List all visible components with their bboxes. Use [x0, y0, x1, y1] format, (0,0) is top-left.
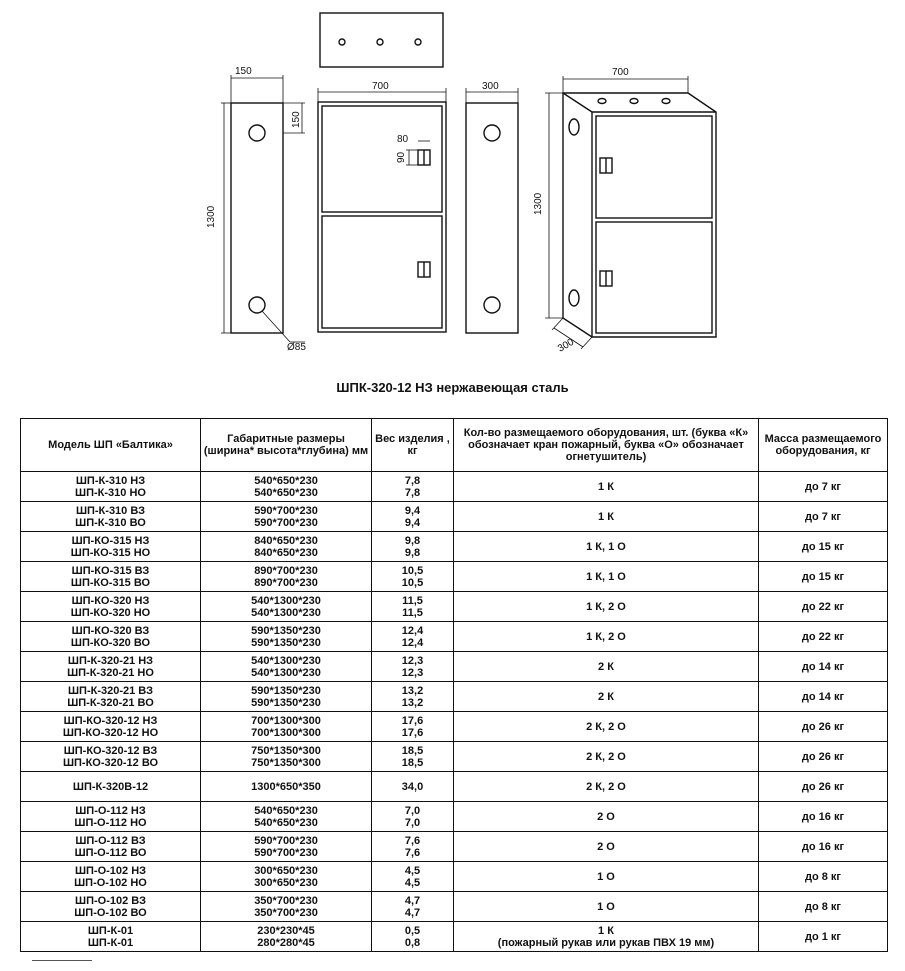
- cell-dimensions: [201, 652, 372, 682]
- cell-equipment: [454, 712, 759, 742]
- cell-dimensions: [201, 622, 372, 652]
- cell-weight-line: 13,2: [401, 696, 424, 709]
- cell-dimensions: [201, 802, 372, 832]
- cell-model-line: ШП-КО-315 НО: [70, 546, 151, 559]
- cell-model-line: ШП-К-310 ВО: [75, 516, 146, 529]
- cell-weight-line: 4,5: [404, 876, 421, 889]
- header-equipment: Кол-во размещаемого оборудования, шт. (буква «К» обозначает кран пожарный, буква «О» обозначает огнетушитель): [454, 419, 759, 472]
- table-row: [21, 652, 888, 682]
- dim-lock-height: 90: [396, 151, 407, 163]
- cell-model: [21, 652, 201, 682]
- table-row: [21, 472, 888, 502]
- cell-dimensions-line: 840*650*230: [254, 546, 318, 559]
- cell-weight-line: 11,5: [402, 606, 423, 619]
- technical-drawing: [0, 0, 905, 375]
- cell-model-line: ШП-КО-320-12 ВЗ: [63, 744, 158, 757]
- cell-dimensions-line: 700*1300*300: [251, 714, 321, 727]
- cell-model-line: ШП-К-320-21 ВО: [67, 696, 154, 709]
- cell-model: [21, 802, 201, 832]
- cell-weight: [372, 772, 454, 802]
- cell-equipment-line: 2 О: [597, 810, 615, 823]
- cell-mass: [759, 832, 888, 862]
- cell-weight: [372, 862, 454, 892]
- cell-model-line: ШП-КО-320 ВО: [70, 636, 151, 649]
- cell-dimensions: [201, 592, 372, 622]
- dim-height-left: 1300: [206, 205, 217, 228]
- cell-weight-line: 7,6: [404, 834, 421, 847]
- cell-mass-line: до 8 кг: [804, 870, 842, 883]
- cell-dimensions-line: 230*230*45: [257, 924, 315, 937]
- cell-mass-line: до 16 кг: [801, 810, 845, 823]
- footer-fragment: [32, 960, 92, 971]
- cell-dimensions-line: 590*700*230: [254, 846, 318, 859]
- cell-weight-line: 7,0: [404, 816, 421, 829]
- cell-dimensions: [201, 892, 372, 922]
- cell-dimensions-line: 280*280*45: [257, 936, 315, 949]
- cell-mass-line: до 26 кг: [801, 720, 845, 733]
- table-row: [21, 742, 888, 772]
- cell-weight: [372, 502, 454, 532]
- cell-equipment-line: 1 К, 2 О: [586, 630, 626, 643]
- specification-table: [20, 418, 888, 952]
- dim-height-right: 1300: [533, 192, 544, 215]
- cell-model-line: ШП-О-112 ВО: [74, 846, 147, 859]
- cell-equipment-line: 1 К, 1 О: [586, 540, 626, 553]
- cell-weight: [372, 922, 454, 952]
- cell-model-line: ШП-К-320-21 НО: [67, 666, 154, 679]
- cell-weight: [372, 592, 454, 622]
- cell-weight: [372, 622, 454, 652]
- iso-cabinet-outline: [563, 93, 716, 337]
- cell-mass: [759, 742, 888, 772]
- drawing-caption: ШПК-320-12 НЗ нержавеющая сталь: [336, 380, 569, 395]
- cell-model: [21, 592, 201, 622]
- cell-dimensions-line: 590*700*230: [254, 516, 318, 529]
- cell-model: [21, 472, 201, 502]
- cell-weight-line: 9,8: [404, 534, 421, 547]
- cell-dimensions-line: 890*700*230: [254, 564, 318, 577]
- cell-weight: [372, 532, 454, 562]
- cell-dimensions: [201, 772, 372, 802]
- cell-model-line: ШП-КО-320 НЗ: [71, 594, 150, 607]
- cell-weight-line: 17,6: [401, 726, 424, 739]
- cell-dimensions: [201, 502, 372, 532]
- cell-weight: [372, 712, 454, 742]
- cell-mass: [759, 892, 888, 922]
- cell-mass-line: до 22 кг: [801, 600, 845, 613]
- cell-weight-line: 4,5: [404, 864, 421, 877]
- cell-dimensions: [201, 712, 372, 742]
- front-view-outline: [318, 102, 446, 332]
- cell-weight-line: 0,8: [404, 936, 421, 949]
- cell-weight-line: 9,4: [404, 504, 421, 517]
- table-row: [21, 832, 888, 862]
- cell-weight-line: 7,6: [404, 846, 421, 859]
- cell-mass: [759, 652, 888, 682]
- cell-equipment: [454, 592, 759, 622]
- cell-dimensions-line: 540*650*230: [254, 804, 318, 817]
- cell-model: [21, 622, 201, 652]
- cell-equipment-line: 1 К, 2 О: [586, 600, 626, 613]
- cell-dimensions-line: 590*700*230: [254, 834, 318, 847]
- cell-equipment-line: 1 К: [598, 924, 614, 937]
- cell-weight-line: 9,8: [404, 546, 421, 559]
- cell-dimensions-line: 540*1300*230: [251, 654, 321, 667]
- cell-weight-line: 12,4: [401, 636, 424, 649]
- dim-iso-depth: 300: [556, 336, 576, 355]
- cell-model-line: ШП-О-102 ВЗ: [75, 894, 146, 907]
- cell-equipment: [454, 652, 759, 682]
- cell-equipment-line: 1 О: [597, 900, 615, 913]
- cell-equipment: [454, 862, 759, 892]
- cell-model: [21, 892, 201, 922]
- cell-model-line: ШП-К-01: [87, 924, 134, 937]
- cell-weight-line: 10,5: [401, 564, 424, 577]
- table-row: [21, 892, 888, 922]
- table-row: [21, 592, 888, 622]
- cell-dimensions-line: 540*650*230: [254, 474, 318, 487]
- cell-equipment-line: 1 К: [598, 480, 614, 493]
- cell-model-line: ШП-КО-320-12 НЗ: [63, 714, 158, 727]
- cell-mass: [759, 712, 888, 742]
- cell-equipment: [454, 922, 759, 952]
- cell-equipment-line: 2 К: [598, 660, 614, 673]
- cell-model-line: ШП-КО-320-12 ВО: [62, 756, 159, 769]
- cell-weight-line: 18,5: [401, 756, 424, 769]
- cell-dimensions-line: 540*1300*230: [251, 666, 321, 679]
- cell-equipment: [454, 802, 759, 832]
- cell-dimensions-line: 590*700*230: [254, 504, 318, 517]
- cell-mass: [759, 532, 888, 562]
- dim-lock-width: 80: [397, 134, 409, 145]
- cell-dimensions-line: 540*1300*230: [251, 594, 321, 607]
- cell-equipment-line: 1 К, 1 О: [586, 570, 626, 583]
- cell-equipment: [454, 622, 759, 652]
- cell-mass: [759, 562, 888, 592]
- cell-model: [21, 862, 201, 892]
- table-row: [21, 532, 888, 562]
- cell-model-line: ШП-К-320-21 ВЗ: [68, 684, 153, 697]
- cell-weight: [372, 682, 454, 712]
- cell-mass: [759, 622, 888, 652]
- dim-hole-offset: 150: [291, 111, 302, 128]
- cell-equipment: [454, 892, 759, 922]
- table-row: [21, 712, 888, 742]
- dim-iso-width: 700: [612, 67, 629, 78]
- side-view-right-outline: [466, 103, 518, 333]
- cell-weight-line: 12,4: [401, 624, 424, 637]
- cell-weight: [372, 832, 454, 862]
- cell-model-line: ШП-К-01: [87, 936, 134, 949]
- cell-equipment-line: 2 К: [598, 690, 614, 703]
- cell-model-line: ШП-КО-315 НЗ: [71, 534, 150, 547]
- cell-mass: [759, 502, 888, 532]
- cell-weight: [372, 742, 454, 772]
- cell-mass: [759, 682, 888, 712]
- cell-dimensions-line: 540*650*230: [254, 816, 318, 829]
- cell-model-line: ШП-КО-315 ВО: [70, 576, 151, 589]
- cell-mass-line: до 16 кг: [801, 840, 845, 853]
- cell-model-line: ШП-О-102 ВО: [74, 906, 147, 919]
- cell-equipment-line: 1 О: [597, 870, 615, 883]
- cell-equipment-line: 2 К, 2 О: [586, 720, 626, 733]
- cell-equipment-line: (пожарный рукав или рукав ПВХ 19 мм): [497, 936, 715, 949]
- cell-weight-line: 11,5: [402, 594, 423, 607]
- cell-weight-line: 17,6: [401, 714, 424, 727]
- cell-dimensions-line: 540*650*230: [254, 486, 318, 499]
- cell-model: [21, 562, 201, 592]
- cell-model: [21, 712, 201, 742]
- cell-weight-line: 7,0: [404, 804, 421, 817]
- cell-mass: [759, 802, 888, 832]
- cell-dimensions: [201, 862, 372, 892]
- cell-equipment-line: 2 О: [597, 840, 615, 853]
- cell-mass-line: до 8 кг: [804, 900, 842, 913]
- cell-dimensions-line: 750*1350*300: [251, 756, 321, 769]
- cell-mass: [759, 772, 888, 802]
- cell-dimensions-line: 590*1350*230: [251, 624, 321, 637]
- cell-equipment-line: 1 К: [598, 510, 614, 523]
- cell-weight-line: 13,2: [401, 684, 424, 697]
- header-dimensions: Габаритные размеры (ширина* высота*глубина) мм: [201, 419, 372, 472]
- cell-model-line: ШП-К-310 ВЗ: [75, 504, 146, 517]
- table-row: [21, 622, 888, 652]
- dim-hole-diameter: Ø85: [287, 342, 306, 353]
- side-view-outline: [231, 103, 283, 333]
- cell-mass-line: до 15 кг: [801, 540, 845, 553]
- cell-mass-line: до 26 кг: [801, 750, 845, 763]
- cell-weight-line: 9,4: [404, 516, 421, 529]
- cell-dimensions-line: 1300*650*350: [251, 780, 321, 793]
- cell-dimensions-line: 350*700*230: [254, 906, 318, 919]
- cell-dimensions: [201, 532, 372, 562]
- cell-model-line: ШП-О-112 НЗ: [75, 804, 146, 817]
- cell-equipment: [454, 502, 759, 532]
- cell-equipment: [454, 742, 759, 772]
- cell-model: [21, 922, 201, 952]
- cell-equipment: [454, 832, 759, 862]
- cell-weight: [372, 472, 454, 502]
- table-row: [21, 862, 888, 892]
- cell-model: [21, 682, 201, 712]
- dim-depth-view: 300: [482, 81, 499, 92]
- cell-model: [21, 502, 201, 532]
- cell-model-line: ШП-КО-320 ВЗ: [71, 624, 150, 637]
- cell-model: [21, 742, 201, 772]
- cell-weight: [372, 562, 454, 592]
- cell-dimensions-line: 750*1350*300: [251, 744, 321, 757]
- cell-mass-line: до 14 кг: [801, 660, 845, 673]
- cell-dimensions: [201, 742, 372, 772]
- table-row: [21, 772, 888, 802]
- cell-model-line: ШП-КО-320-12 НО: [62, 726, 159, 739]
- cell-weight-line: 7,8: [404, 486, 421, 499]
- cell-dimensions: [201, 682, 372, 712]
- cell-equipment: [454, 772, 759, 802]
- cell-mass-line: до 7 кг: [804, 480, 842, 493]
- cell-dimensions-line: 300*650*230: [254, 876, 318, 889]
- cell-dimensions: [201, 562, 372, 592]
- cell-mass-line: до 1 кг: [804, 930, 842, 943]
- cell-model-line: ШП-О-112 ВЗ: [75, 834, 146, 847]
- cell-equipment: [454, 562, 759, 592]
- cell-weight-line: 34,0: [401, 780, 424, 793]
- table-row: [21, 922, 888, 952]
- cell-model-line: ШП-К-310 НО: [75, 486, 146, 499]
- cell-weight-line: 18,5: [401, 744, 424, 757]
- cell-weight: [372, 892, 454, 922]
- cell-dimensions-line: 590*1350*230: [251, 696, 321, 709]
- cell-weight: [372, 802, 454, 832]
- cell-weight-line: 10,5: [401, 576, 424, 589]
- cell-equipment: [454, 532, 759, 562]
- dim-front-width: 700: [372, 81, 389, 92]
- cell-dimensions-line: 590*1350*230: [251, 636, 321, 649]
- cell-weight-line: 0,5: [404, 924, 421, 937]
- cell-dimensions: [201, 832, 372, 862]
- cell-model-line: ШП-О-102 НЗ: [74, 864, 147, 877]
- table-row: [21, 562, 888, 592]
- cell-model-line: ШП-КО-315 ВЗ: [71, 564, 150, 577]
- cell-dimensions-line: 540*1300*230: [251, 606, 321, 619]
- cell-mass: [759, 472, 888, 502]
- cell-weight-line: 12,3: [401, 654, 424, 667]
- cell-weight-line: 4,7: [404, 906, 421, 919]
- table-row: [21, 802, 888, 832]
- cell-model-line: ШП-О-102 НО: [74, 876, 147, 889]
- cell-dimensions-line: 300*650*230: [254, 864, 318, 877]
- cell-model: [21, 832, 201, 862]
- header-weight: Вес изделия , кг: [372, 419, 454, 472]
- cell-mass-line: до 15 кг: [801, 570, 845, 583]
- cell-equipment: [454, 472, 759, 502]
- cell-weight-line: 12,3: [401, 666, 424, 679]
- cell-equipment-line: 2 К, 2 О: [586, 780, 626, 793]
- cell-dimensions-line: 700*1300*300: [251, 726, 321, 739]
- cell-mass-line: до 26 кг: [801, 780, 845, 793]
- cell-dimensions-line: 350*700*230: [254, 894, 318, 907]
- cell-model: [21, 772, 201, 802]
- cell-dimensions: [201, 922, 372, 952]
- cell-model-line: ШП-О-112 НО: [74, 816, 147, 829]
- cell-equipment: [454, 682, 759, 712]
- cell-mass-line: до 14 кг: [801, 690, 845, 703]
- cell-mass: [759, 592, 888, 622]
- cell-mass: [759, 922, 888, 952]
- cell-model-line: ШП-К-310 НЗ: [75, 474, 146, 487]
- cell-mass: [759, 862, 888, 892]
- cell-dimensions-line: 590*1350*230: [251, 684, 321, 697]
- cell-dimensions-line: 840*650*230: [254, 534, 318, 547]
- cell-model: [21, 532, 201, 562]
- table-row: [21, 502, 888, 532]
- cell-model-line: ШП-К-320В-12: [72, 780, 149, 793]
- dim-side-width: 150: [235, 66, 252, 77]
- cell-weight-line: 7,8: [404, 474, 421, 487]
- cell-dimensions: [201, 472, 372, 502]
- header-model: Модель ШП «Балтика»: [21, 419, 201, 472]
- header-mass: Масса размещаемого оборудования, кг: [759, 419, 888, 472]
- cell-mass-line: до 22 кг: [801, 630, 845, 643]
- cell-weight-line: 4,7: [404, 894, 421, 907]
- table-row: [21, 682, 888, 712]
- cell-mass-line: до 7 кг: [804, 510, 842, 523]
- cell-weight: [372, 652, 454, 682]
- cell-model-line: ШП-КО-320 НО: [70, 606, 151, 619]
- cell-equipment-line: 2 К, 2 О: [586, 750, 626, 763]
- cell-dimensions-line: 890*700*230: [254, 576, 318, 589]
- table-header-row: [21, 419, 888, 472]
- cell-model-line: ШП-К-320-21 НЗ: [67, 654, 154, 667]
